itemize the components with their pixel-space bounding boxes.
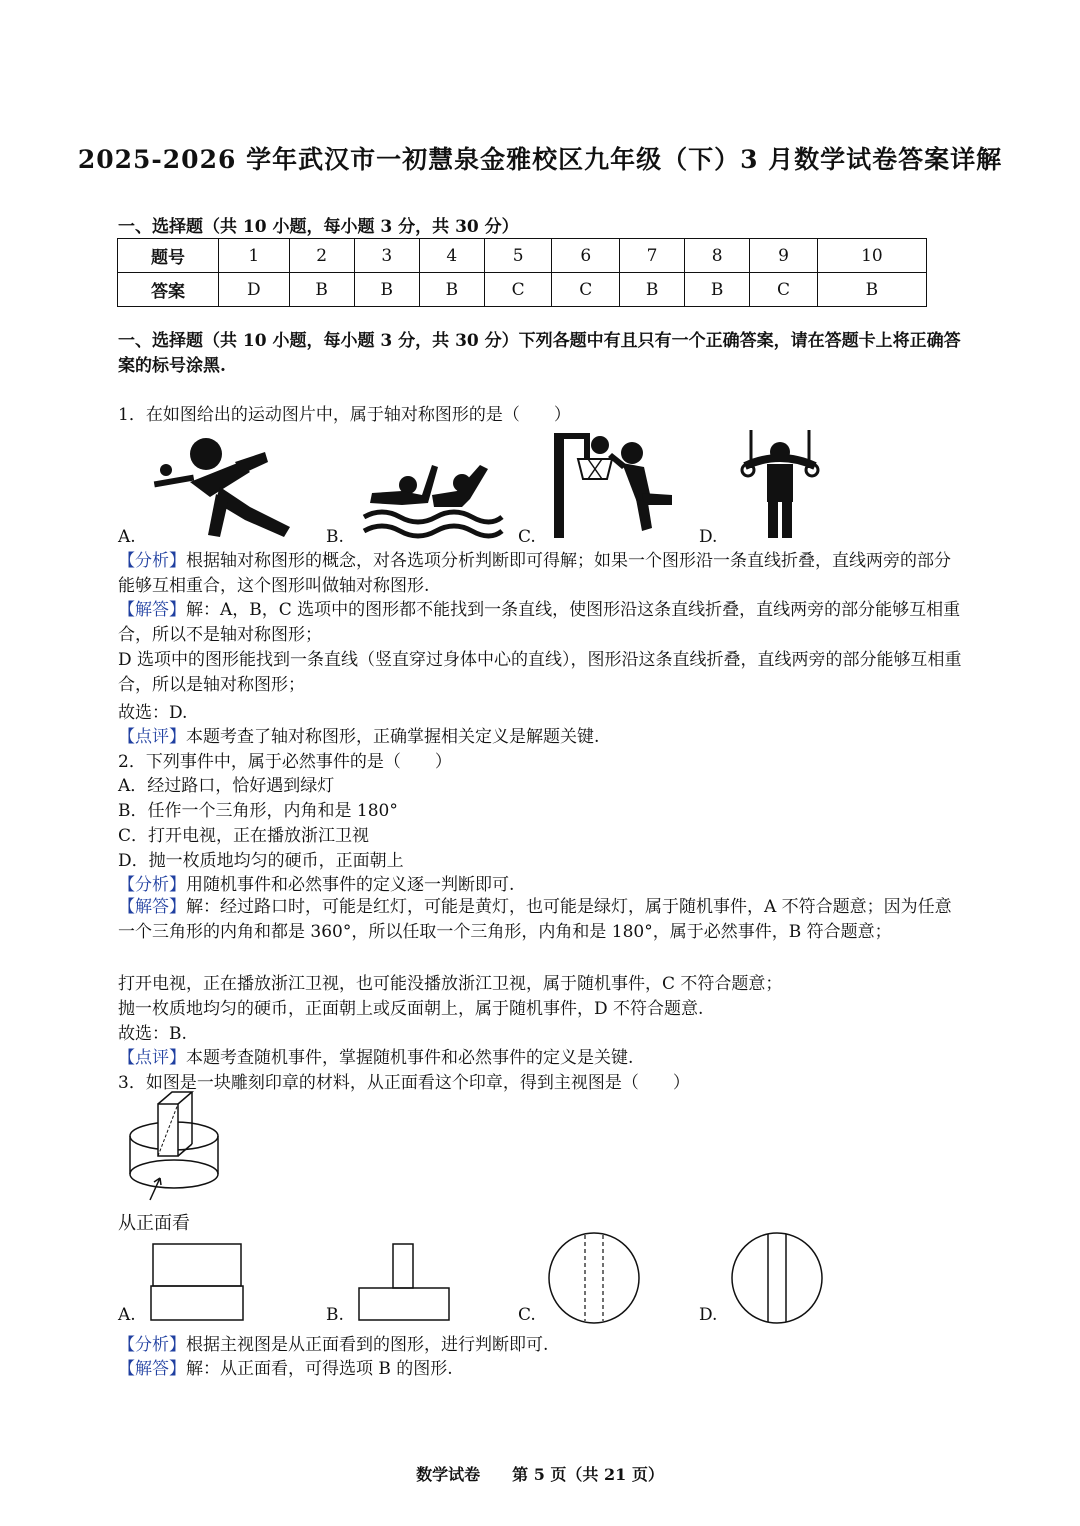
- q3-option-c: C.: [518, 1305, 536, 1325]
- q3-option-c-figure: [546, 1230, 642, 1326]
- table-cell: 7: [620, 239, 685, 273]
- analysis-tag: 【分析】: [118, 551, 186, 571]
- answer-table-number-row: [118, 239, 927, 273]
- basketball-player-icon: [552, 433, 682, 541]
- table-cell: B: [289, 273, 354, 307]
- q1-comment: [118, 722, 599, 747]
- comment-tag: 【点评】: [118, 727, 186, 747]
- table-cell: 3: [354, 239, 419, 273]
- q3-figure-caption: 从正面看: [118, 1213, 190, 1234]
- table-cell: 8: [685, 239, 750, 273]
- q2-solution: [118, 895, 963, 945]
- q3-option-d-figure: [729, 1230, 825, 1326]
- table-cell: 9: [750, 239, 818, 273]
- q1-choice: 故选：D.: [118, 703, 188, 723]
- q2-choice: 故选：B.: [118, 1024, 187, 1044]
- q1-question: 1．在如图给出的运动图片中，属于轴对称图形的是（ ）: [118, 405, 571, 425]
- table-cell: C: [552, 273, 620, 307]
- q2-comment: [118, 1043, 633, 1068]
- table-cell: C: [484, 273, 552, 307]
- q2-question: 2．下列事件中，属于必然事件的是（ ）: [118, 752, 452, 772]
- q1-option-d: D.: [699, 527, 718, 547]
- q3-option-b-figure: [357, 1242, 452, 1322]
- solution-tag: 【解答】: [118, 1359, 186, 1379]
- q1-solution-text-2: D 选项中的图形能找到一条直线（竖直穿过身体中心的直线），图形沿这条直线折叠，直线两旁的部分能够互相重合，所以是轴对称图形；: [118, 650, 962, 695]
- page-footer: 数学试卷 第 5 页（共 21 页）: [416, 1465, 664, 1484]
- q3-question: 3．如图是一块雕刻印章的材料，从正面看这个印章，得到主视图是（ ）: [118, 1073, 690, 1093]
- q1-solution-text-1: 解：A，B，C 选项中的图形都不能找到一条直线，使图形沿这条直线折叠，直线两旁的部分能够互相重合，所以不是轴对称图形；: [118, 600, 961, 645]
- q2-option-a: A．经过路口，恰好遇到绿灯: [118, 776, 335, 796]
- table-cell: 4: [419, 239, 484, 273]
- table-cell: C: [750, 273, 818, 307]
- row-label-answer: 答案: [118, 273, 219, 307]
- q2-analysis-text: 用随机事件和必然事件的定义逐一判断即可.: [186, 875, 515, 895]
- solution-tag: 【解答】: [118, 897, 186, 917]
- q3-option-a-figure: [150, 1242, 245, 1322]
- instructions: 一、选择题（共 10 小题，每小题 3 分，共 30 分）下列各题中有且只有一个正确答案，请在答题卡上将正确答案的标号涂黑.: [118, 331, 961, 376]
- q3-solution: [118, 1354, 453, 1379]
- table-cell: D: [219, 273, 290, 307]
- table-cell: B: [685, 273, 750, 307]
- q1-analysis-text: 根据轴对称图形的概念，对各选项分析判断即可得解；如果一个图形沿一条直线折叠，直线两旁的部分能够互相重合，这个图形叫做轴对称图形.: [118, 551, 951, 596]
- row-label-number: 题号: [118, 239, 219, 273]
- table-cell: B: [620, 273, 685, 307]
- q1-analysis: [118, 549, 963, 599]
- q3-option-a: A.: [118, 1305, 136, 1325]
- table-cell: B: [817, 273, 926, 307]
- q1-option-c: C.: [518, 527, 536, 547]
- solution-tag: 【解答】: [118, 600, 186, 620]
- comment-tag: 【点评】: [118, 1048, 186, 1068]
- q3-solution-text-1: 解：从正面看，可得选项 B 的图形.: [186, 1359, 453, 1379]
- q2-solution-text-1: 解：经过路口时，可能是红灯，可能是黄灯，也可能是绿灯，属于随机事件，A 不符合题意；因为任意一个三角形的内角和都是 360°，所以任取一个三角形，内角和是 180°，属于必然事件，B 符合题意；: [118, 897, 952, 942]
- table-cell: B: [354, 273, 419, 307]
- analysis-tag: 【分析】: [118, 1335, 186, 1355]
- q2-option-b: B．任作一个三角形，内角和是 180°: [118, 801, 398, 821]
- table-cell: 6: [552, 239, 620, 273]
- q1-solution: [118, 598, 963, 648]
- analysis-tag: 【分析】: [118, 875, 186, 895]
- q2-solution-text-2: 打开电视，正在播放浙江卫视，也可能没播放浙江卫视，属于随机事件，C 不符合题意；: [118, 974, 783, 994]
- q2-solution-text-3: 抛一枚质地均匀的硬币，正面朝上或反面朝上，属于随机事件，D 不符合题意.: [118, 999, 704, 1019]
- answer-table-answer-row: [118, 273, 927, 307]
- q1-option-b: B.: [326, 527, 344, 547]
- table-tennis-player-icon: [150, 432, 300, 542]
- page-title: 2025-2026 学年武汉市一初慧泉金雅校区九年级（下）3 月数学试卷答案详解: [77, 145, 1003, 174]
- q3-option-d: D.: [699, 1305, 718, 1325]
- answer-table: [117, 238, 927, 307]
- synchronized-swimmers-icon: [362, 455, 502, 540]
- rings-gymnast-icon: [735, 430, 825, 542]
- q2-analysis: [118, 870, 514, 895]
- table-cell: 10: [817, 239, 926, 273]
- q1-comment-text: 本题考查了轴对称图形，正确掌握相关定义是解题关键.: [186, 727, 600, 747]
- q3-analysis-text: 根据主视图是从正面看到的图形，进行判断即可.: [186, 1335, 549, 1355]
- q2-option-d: D．抛一枚质地均匀的硬币，正面朝上: [118, 851, 404, 871]
- q3-option-b: B.: [326, 1305, 344, 1325]
- table-cell: 5: [484, 239, 552, 273]
- q1-option-a: A.: [118, 527, 136, 547]
- seal-material-figure: [128, 1090, 223, 1205]
- q2-comment-text: 本题考查随机事件，掌握随机事件和必然事件的定义是关键.: [186, 1048, 634, 1068]
- table-cell: 1: [219, 239, 290, 273]
- q2-option-c: C．打开电视，正在播放浙江卫视: [118, 826, 370, 846]
- table-cell: B: [419, 273, 484, 307]
- section-heading: 一、选择题（共 10 小题，每小题 3 分，共 30 分）: [118, 217, 519, 237]
- q3-analysis: [118, 1330, 548, 1355]
- table-cell: 2: [289, 239, 354, 273]
